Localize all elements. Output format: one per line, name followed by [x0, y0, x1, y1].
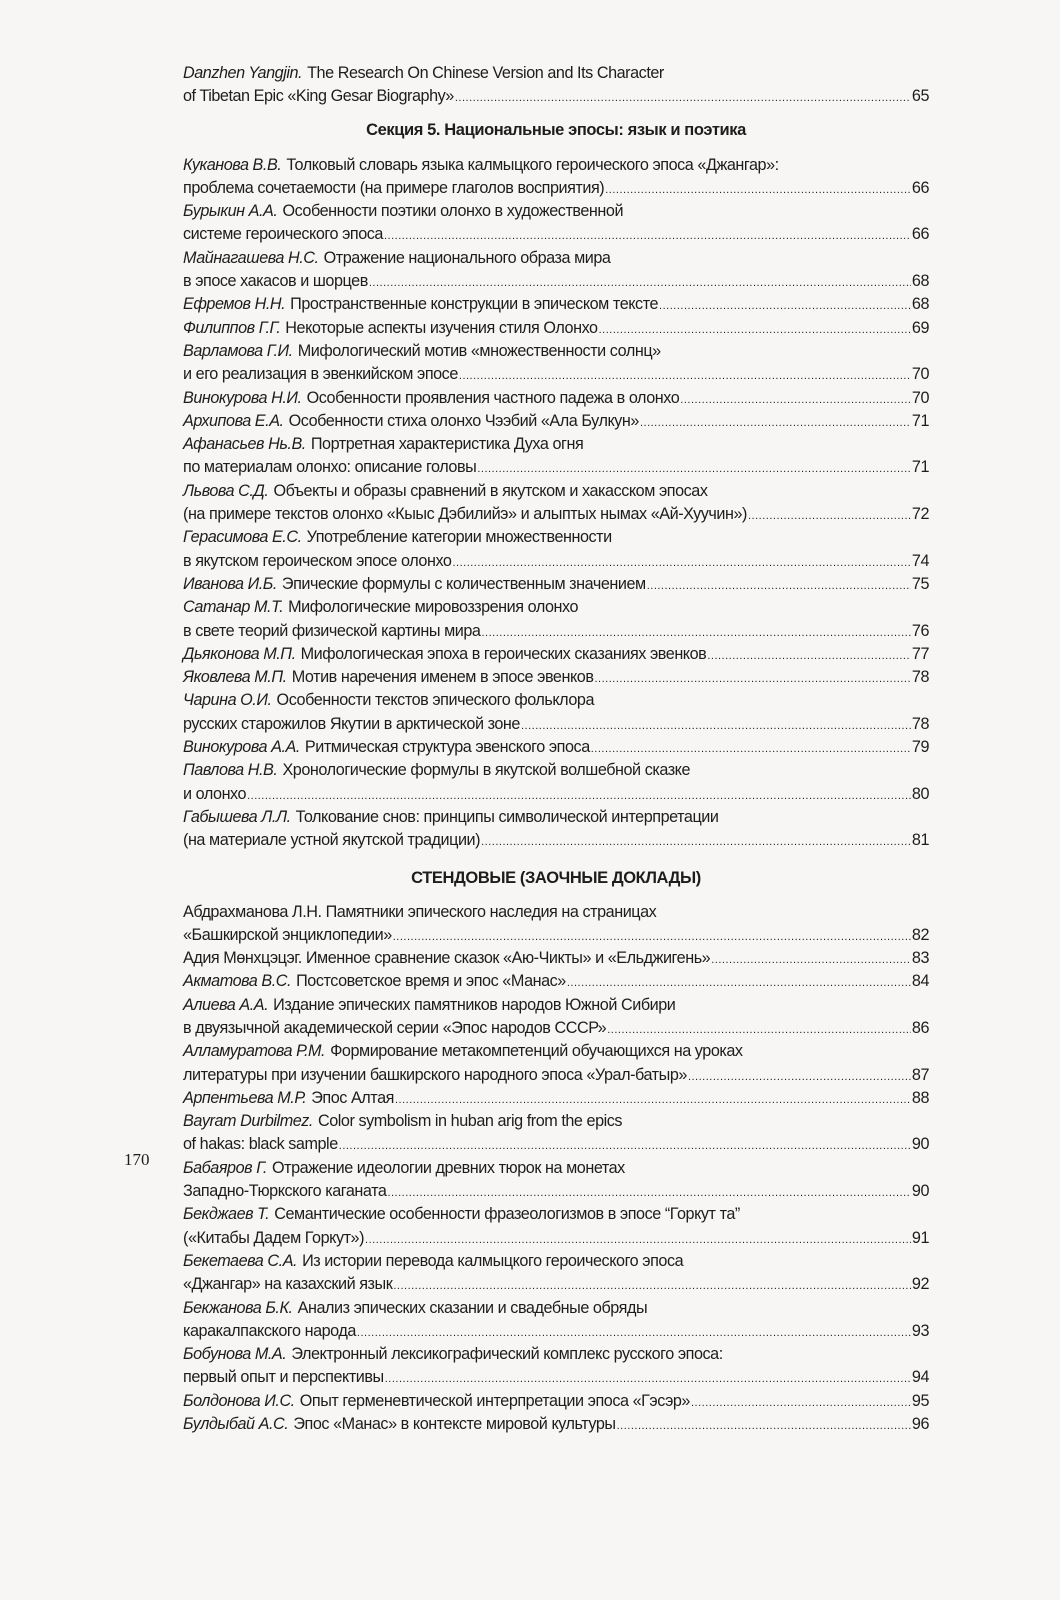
entry-page: 68: [911, 295, 929, 314]
toc-entry: [183, 319, 929, 342]
dot-leader: [567, 972, 911, 991]
entry-page: 81: [911, 831, 929, 850]
dot-leader: [393, 926, 911, 945]
entry-title-line: первый опыт и перспективы: [183, 1368, 384, 1387]
entry-title-line: of Tibetan Epic «King Gesar Biography»: [183, 87, 454, 106]
entry-author: Арпентьева М.Р.: [183, 1088, 307, 1107]
toc-list-top: [183, 64, 929, 111]
toc-line: [183, 1322, 929, 1345]
dot-leader: [607, 1019, 911, 1038]
dot-leader: [521, 715, 911, 734]
toc-line: [183, 645, 929, 668]
dot-leader: [595, 668, 911, 687]
toc-entry: [183, 1205, 929, 1252]
dot-leader: [385, 1368, 911, 1387]
entry-title-line: Особенности поэтики олонхо в художественной: [282, 202, 624, 221]
toc-line: [183, 295, 929, 318]
entry-page: 96: [911, 1415, 929, 1434]
toc-line: [183, 179, 929, 202]
entry-author: Яковлева М.П.: [183, 668, 287, 687]
entry-title-line: Эпические формулы с количественным значением: [281, 574, 646, 593]
dot-leader: [384, 225, 911, 244]
toc-entry: [183, 202, 929, 249]
entry-title-line: по материалам олонхо: описание головы: [183, 458, 477, 477]
entry-author: Чарина О.И.: [183, 691, 272, 710]
entry-title-line: Абдрахманова Л.Н. Памятники эпического наследия на страницах: [183, 902, 657, 921]
dot-leader: [617, 1415, 911, 1434]
entry-page: 71: [911, 411, 929, 430]
toc-line: [183, 1368, 929, 1391]
toc-line: [183, 1135, 929, 1158]
toc-line: [183, 715, 929, 738]
dot-leader: [365, 1229, 911, 1248]
dot-leader: [680, 389, 911, 408]
toc-line: [183, 926, 929, 949]
toc-line: [183, 972, 929, 995]
toc-entry: [183, 342, 929, 389]
entry-page: 66: [911, 225, 929, 244]
entry-author: Павлова Н.В.: [183, 761, 278, 780]
entry-author: Варламова Г.И.: [183, 341, 293, 360]
entry-page: 94: [911, 1368, 929, 1387]
entry-title-line: Эпос Алтая: [311, 1088, 394, 1107]
toc-line: [183, 319, 929, 342]
entry-title-line: Отражение национального образа мира: [323, 248, 611, 267]
toc-line: [183, 1392, 929, 1415]
entry-title-line: Издание эпических памятников народов Южной Сибири: [273, 995, 676, 1014]
section-heading: СТЕНДОВЫЕ (ЗАОЧНЫЕ ДОКЛАДЫ): [411, 868, 701, 887]
dot-leader: [357, 1322, 911, 1341]
toc-line: [183, 598, 929, 621]
toc-entry: [183, 482, 929, 529]
entry-author: Алиева А.А.: [183, 995, 269, 1014]
toc-line: [183, 482, 929, 505]
entry-title-line: Пространственные конструкции в эпическом тексте: [290, 295, 659, 314]
toc-entry: [183, 412, 929, 435]
toc-line: [183, 903, 929, 926]
entry-title-line: в якутском героическом эпосе олонхо: [183, 551, 452, 570]
toc-line: [183, 64, 929, 87]
entry-page: 78: [911, 714, 929, 733]
entry-title-line: Семантические особенности фразеологизмов в эпосе “Горкут та”: [274, 1205, 740, 1224]
dot-leader: [395, 1089, 911, 1108]
toc-line: [183, 528, 929, 551]
toc-line: [183, 785, 929, 808]
toc-entry: [183, 1252, 929, 1299]
entry-page: 75: [911, 574, 929, 593]
entry-page: 71: [911, 458, 929, 477]
toc-line: [183, 1345, 929, 1368]
toc-entry: [183, 996, 929, 1043]
toc-line: [183, 622, 929, 645]
entry-title-line: Электронный лексикографический комплекс русского эпоса:: [291, 1345, 723, 1364]
entry-title-line: и его реализация в эвенкийском эпосе: [183, 365, 458, 384]
entry-author: Афанасьев Нь.В.: [183, 435, 306, 454]
toc-line: [183, 249, 929, 272]
entry-title-line: Анализ эпических сказании и свадебные обряды: [297, 1298, 648, 1317]
toc-line: [183, 272, 929, 295]
entry-page: 93: [911, 1321, 929, 1340]
entry-title-line: Color symbolism in huban arig from the epics: [317, 1112, 623, 1131]
entry-author: Болдонова И.С.: [183, 1391, 295, 1410]
entry-title-line: Толкование снов: принципы символической интерпретации: [295, 807, 719, 826]
entry-title-line: (на материале устной якутской традиции): [183, 831, 481, 850]
entry-title-line: Хронологические формулы в якутской волшебной сказке: [282, 761, 691, 780]
entry-page: 92: [911, 1275, 929, 1294]
entry-title-line: Употребление категории множественности: [306, 528, 612, 547]
entry-title-line: Особенности проявления частного падежа в олонхо: [306, 388, 680, 407]
entry-author: Бабаяров Г.: [183, 1158, 267, 1177]
dot-leader: [599, 319, 911, 338]
entry-page: 84: [911, 972, 929, 991]
entry-author: Бекджаев Т.: [183, 1205, 270, 1224]
toc-entry: [183, 808, 929, 855]
dot-leader: [452, 552, 910, 571]
entry-author: Алламуратова Р.М.: [183, 1042, 326, 1061]
entry-page: 77: [911, 644, 929, 663]
toc-entry: [183, 1112, 929, 1159]
entry-title-line: Западно-Тюркского каганата: [183, 1182, 387, 1201]
toc-entry: [183, 761, 929, 808]
toc-line: [183, 389, 929, 412]
dot-leader: [707, 645, 911, 664]
entry-page: 70: [911, 365, 929, 384]
entry-title-line: Некоторые аспекты изучения стиля Олонхо: [285, 318, 598, 337]
toc-line: [183, 668, 929, 691]
entry-author: Филиппов Г.Г.: [183, 318, 281, 337]
entry-author: Львова С.Д.: [183, 481, 269, 500]
entry-page: 82: [911, 925, 929, 944]
toc-line: [183, 365, 929, 388]
toc-line: [183, 1252, 929, 1275]
entry-title-line: Мифологическая эпоха в героических сказаниях эвенков: [300, 644, 707, 663]
entry-title-line: of hakas: black sample: [183, 1135, 338, 1154]
entry-author: Габышева Л.Л.: [183, 807, 291, 826]
toc-line: [183, 1205, 929, 1228]
toc-entry: [183, 389, 929, 412]
entry-author: Иванова И.Б.: [183, 574, 277, 593]
toc-entry: [183, 1159, 929, 1206]
toc-entry: [183, 295, 929, 318]
entry-page: 90: [911, 1135, 929, 1154]
entry-author: Акматова В.С.: [183, 972, 292, 991]
dot-leader: [387, 1182, 910, 1201]
section-heading: Секция 5. Национальные эпосы: язык и поэтика: [366, 120, 746, 139]
entry-author: Куканова В.В.: [183, 155, 282, 174]
dot-leader: [711, 949, 911, 968]
entry-title-line: Адия Мөнхцэцэг. Именное сравнение сказок «Аю-Чикты» и «Ельджигень»: [183, 949, 711, 968]
entry-title-line: Мифологические мировоззрения олонхо: [288, 598, 579, 617]
entry-title-line: Ритмическая структура эвенского эпоса: [304, 738, 590, 757]
entry-title-line: Мифологический мотив «множественности солнц»: [297, 341, 661, 360]
toc-line: [183, 1042, 929, 1065]
toc-line: [183, 761, 929, 784]
dot-leader: [688, 1066, 911, 1085]
toc-entry: [183, 949, 929, 972]
toc-entry: [183, 738, 929, 761]
toc-entry: [183, 1299, 929, 1346]
entry-title-line: Портретная характеристика Духа огня: [310, 435, 584, 454]
toc-entry: [183, 1042, 929, 1089]
toc-entry: [183, 903, 929, 950]
toc-entry: [183, 1415, 929, 1438]
entry-title-line: Эпос «Манас» в контексте мировой культуры: [293, 1415, 616, 1434]
toc-entry: [183, 575, 929, 598]
toc-line: [183, 831, 929, 854]
toc-entry: [183, 435, 929, 482]
toc-line: [183, 156, 929, 179]
toc-line: [183, 808, 929, 831]
toc-line: [183, 738, 929, 761]
entry-title-line: Особенности текстов эпического фольклора: [276, 691, 595, 710]
entry-author: Ефремов Н.Н.: [183, 295, 286, 314]
toc-line: [183, 1229, 929, 1252]
entry-author: Бекжанова Б.К.: [183, 1298, 293, 1317]
entry-title-line: русских старожилов Якутии в арктической зоне: [183, 714, 520, 733]
entry-title-line: «Джангар» на казахский язык: [183, 1275, 393, 1294]
toc-line: [183, 996, 929, 1019]
toc-list-posters: [183, 903, 929, 1439]
toc-line: [183, 691, 929, 714]
toc-line: [183, 342, 929, 365]
entry-page: 91: [911, 1228, 929, 1247]
entry-title-line: системе героического эпоса: [183, 225, 383, 244]
entry-page: 80: [911, 784, 929, 803]
toc-line: [183, 1112, 929, 1135]
entry-title-line: Опыт герменевтической интерпретации эпоса «Гэсэр»: [299, 1391, 690, 1410]
entry-page: 87: [911, 1065, 929, 1084]
entry-title-line: The Research On Chinese Version and Its Character: [307, 64, 664, 82]
entry-author: Булдыбай А.С.: [183, 1415, 289, 1434]
entry-title-line: каракалпакского народа: [183, 1321, 356, 1340]
entry-title-line: Мотив наречения именем в эпосе эвенков: [291, 668, 594, 687]
entry-author: Бобунова М.А.: [183, 1345, 287, 1364]
dot-leader: [605, 179, 911, 198]
entry-title-line: и олонхо: [183, 784, 247, 803]
dot-leader: [748, 505, 911, 524]
entry-author: Дьяконова М.П.: [183, 644, 296, 663]
toc-line: [183, 1275, 929, 1298]
dot-leader: [459, 365, 911, 384]
toc-line: [183, 575, 929, 598]
toc-entry: [183, 1089, 929, 1112]
entry-page: 88: [911, 1088, 929, 1107]
entry-page: 86: [911, 1018, 929, 1037]
entry-title-line: Особенности стиха олонхо Чээбий «Ала Булкун»: [288, 411, 639, 430]
entry-author: Майнагашева Н.С.: [183, 248, 319, 267]
toc-line: [183, 202, 929, 225]
dot-leader: [647, 575, 911, 594]
entry-title-line: литературы при изучении башкирского народного эпоса «Урал-батыр»: [183, 1065, 687, 1084]
entry-page: 72: [911, 505, 929, 524]
entry-title-line: Толковый словарь языка калмыцкого героического эпоса «Джангар»:: [286, 155, 779, 174]
entry-page: 78: [911, 668, 929, 687]
toc-entry: [183, 1392, 929, 1415]
toc-entry: [183, 249, 929, 296]
entry-title-line: (на примере текстов олонхо «Кыыс Дэбилийэ» и алыптых нымах «Ай-Хуучин»): [183, 505, 747, 524]
toc-line: [183, 1182, 929, 1205]
entry-title-line: Постсоветское время и эпос «Манас»: [296, 972, 566, 991]
entry-author: Сатанар М.Т.: [183, 598, 284, 617]
entry-author: Bayram Durbilmez.: [183, 1112, 313, 1131]
dot-leader: [247, 785, 911, 804]
entry-title-line: Отражение идеологии древних тюрок на монетах: [271, 1158, 625, 1177]
toc-line: [183, 1159, 929, 1182]
entry-title-line: Объекты и образы сравнений в якутском и хакасском эпосах: [273, 481, 708, 500]
toc-line: [183, 87, 929, 110]
entry-author: Винокурова Н.И.: [183, 388, 302, 407]
toc-entry: [183, 528, 929, 575]
toc-entry: [183, 156, 929, 203]
toc-line: [183, 552, 929, 575]
entry-title-line: Формирование метакомпетенций обучающихся на уроках: [330, 1042, 743, 1061]
entry-page: 66: [911, 178, 929, 197]
toc-line: [183, 435, 929, 458]
toc-entry: [183, 972, 929, 995]
toc-line: [183, 225, 929, 248]
toc-entry: [183, 1345, 929, 1392]
entry-page: 68: [911, 272, 929, 291]
toc-entry: [183, 668, 929, 691]
dot-leader: [455, 87, 911, 106]
entry-page: 74: [911, 551, 929, 570]
toc-line: [183, 458, 929, 481]
entry-page: 76: [911, 621, 929, 640]
toc-line: [183, 1066, 929, 1089]
entry-author: Бурыкин А.А.: [183, 202, 278, 221]
entry-author: Danzhen Yangjin.: [183, 64, 303, 82]
toc-line: [183, 1089, 929, 1112]
dot-leader: [481, 622, 910, 641]
toc-list-section5: [183, 156, 929, 855]
entry-author: Архипова Е.А.: [183, 411, 284, 430]
entry-page: 65: [911, 87, 929, 106]
entry-title-line: в свете теорий физической картины мира: [183, 621, 481, 640]
entry-author: Винокурова А.А.: [183, 738, 300, 757]
toc-line: [183, 949, 929, 972]
toc-line: [183, 1299, 929, 1322]
toc-line: [183, 505, 929, 528]
entry-title-line: проблема сочетаемости (на примере глаголов восприятия): [183, 178, 605, 197]
page-number: 170: [124, 1150, 150, 1169]
entry-title-line: Из истории перевода калмыцкого героического эпоса: [302, 1251, 684, 1270]
entry-title-line: («Китабы Дадем Горкут»): [183, 1228, 365, 1247]
toc-entry: [183, 645, 929, 668]
dot-leader: [591, 738, 911, 757]
dot-leader: [339, 1135, 911, 1154]
entry-title-line: в эпосе хакасов и шорцев: [183, 272, 368, 291]
entry-page: 90: [911, 1182, 929, 1201]
toc-entry: [183, 64, 929, 111]
dot-leader: [481, 831, 911, 850]
entry-author: Герасимова Е.С.: [183, 528, 302, 547]
entry-page: 83: [911, 949, 929, 968]
dot-leader: [659, 295, 911, 314]
dot-leader: [393, 1275, 911, 1294]
toc-entry: [183, 691, 929, 738]
entry-page: 69: [911, 318, 929, 337]
toc-entry: [183, 598, 929, 645]
toc-line: [183, 1019, 929, 1042]
dot-leader: [477, 458, 911, 477]
dot-leader: [640, 412, 911, 431]
entry-title-line: в двуязычной академической серии «Эпос народов СССР»: [183, 1018, 607, 1037]
toc-line: [183, 412, 929, 435]
entry-page: 70: [911, 388, 929, 407]
dot-leader: [369, 272, 911, 291]
toc-line: [183, 1415, 929, 1438]
entry-author: Бекетаева С.А.: [183, 1251, 298, 1270]
entry-title-line: «Башкирской энциклопедии»: [183, 925, 392, 944]
entry-page: 95: [911, 1391, 929, 1410]
dot-leader: [691, 1392, 911, 1411]
entry-page: 79: [911, 738, 929, 757]
table-of-contents: [183, 64, 929, 1438]
